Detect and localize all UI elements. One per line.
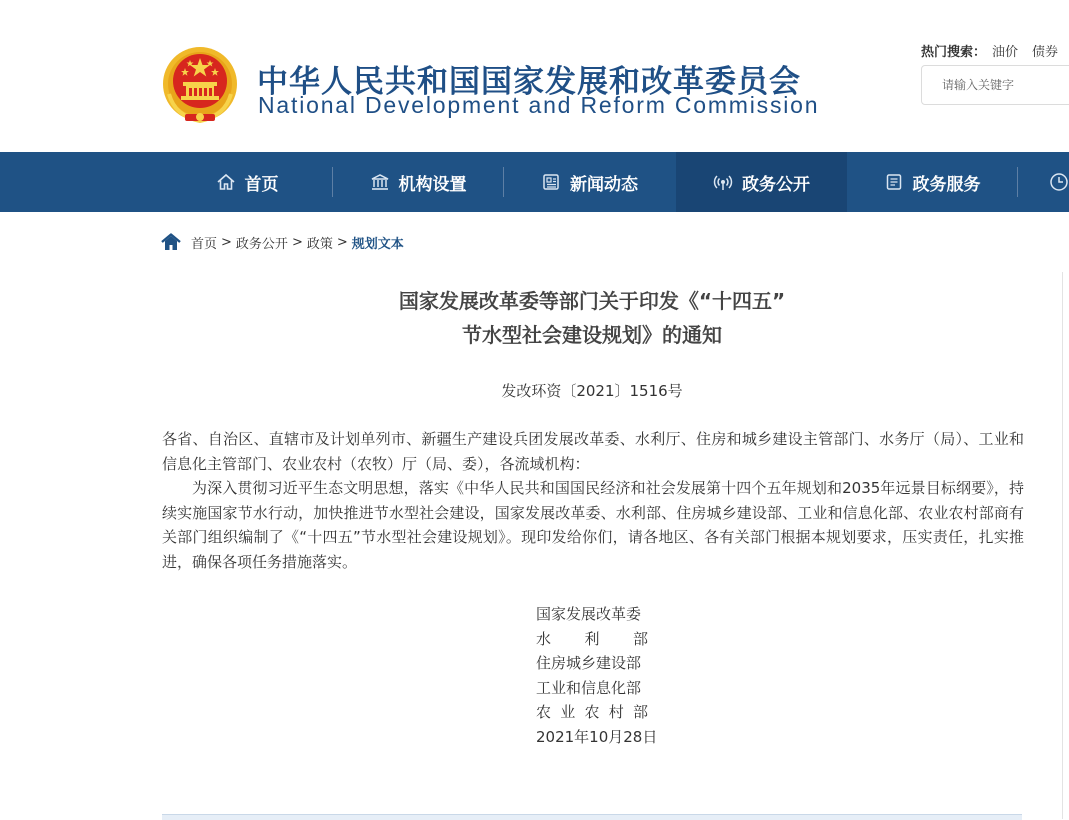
breadcrumb-link[interactable]: 政策	[306, 236, 333, 252]
nav-item-government-services[interactable]	[847, 152, 1017, 212]
hot-search	[921, 41, 1058, 60]
hot-keyword-link[interactable]: 油价	[992, 45, 1019, 60]
institution-icon	[370, 172, 390, 192]
nav-item-home[interactable]	[162, 152, 332, 212]
nav-item-government-affairs[interactable]	[676, 152, 847, 212]
signatories	[536, 602, 657, 749]
signing-date: 2021年10月28日	[536, 727, 658, 746]
broadcast-icon	[713, 172, 733, 192]
search-input[interactable]	[921, 65, 1069, 105]
nav-label: 首页	[244, 174, 279, 195]
article-body	[162, 427, 1024, 574]
home-icon	[216, 172, 236, 192]
breadcrumb-separator: >	[221, 234, 232, 250]
body-paragraph: 为深入贯彻习近平生态文明思想，落实《中华人民共和国国民经济和社会发展第十四个五年规划和2035年远景目标纲要》，持续实施国家节水行动，加快推进节水型社会建设，国家发展改革委、水利部、住房城乡建设部、工业和信息化部、农业农村部商有关部门组织编制了《“十四五”节水型社会建设规划》。现印发给你们，请各地区、各有关部门根据本规划要求，压实责任，扎实推进，确保各项任务措施落实。	[162, 479, 1024, 571]
signer: 工业和信息化部	[536, 678, 642, 697]
hot-search-label: 热门搜索：	[921, 45, 987, 60]
attachment-bar	[162, 814, 1022, 820]
breadcrumb-current[interactable]: 规划文本	[351, 236, 404, 252]
salutation: 各省、自治区、直辖市及计划单列市、新疆生产建设兵团发展改革委、水利厅、住房和城乡建设主管部门、水务厅（局）、工业和信息化主管部门、农业农村（农牧）厅（局、委），各流域机构：	[162, 430, 1024, 473]
clock-icon[interactable]	[1049, 172, 1069, 192]
home-icon[interactable]	[161, 233, 181, 251]
document-icon	[884, 172, 904, 192]
nav-label: 新闻动态	[570, 174, 638, 195]
site-title-chinese[interactable]: 中华人民共和国国家发展和改革委员会	[257, 64, 801, 100]
signer: 住房城乡建设部	[536, 654, 642, 672]
nav-item-news[interactable]	[504, 152, 675, 212]
signer: 农业农村部	[536, 703, 648, 721]
breadcrumb-separator: >	[291, 234, 303, 250]
news-icon	[541, 172, 561, 192]
signer: 水利部	[536, 629, 648, 648]
right-panel-border	[1062, 272, 1063, 819]
national-emblem-icon[interactable]	[161, 44, 239, 126]
breadcrumb	[161, 232, 404, 252]
breadcrumb-link[interactable]: 政务公开	[235, 236, 288, 252]
nav-label: 政务服务	[912, 174, 981, 195]
breadcrumb-link[interactable]: 首页	[191, 236, 218, 252]
document-number: 发改环资〔2021〕1516号	[501, 382, 683, 400]
nav-label: 政务公开	[742, 174, 810, 195]
article-title-line: 国家发展改革委等部门关于印发《“十四五”	[398, 289, 786, 313]
site-title-english[interactable]: National Development and Reform Commission	[258, 92, 820, 118]
article-title	[162, 284, 1022, 352]
nav-divider	[1017, 167, 1018, 197]
site-header	[0, 0, 1069, 152]
nav-label: 机构设置	[398, 174, 467, 195]
hot-keyword-link[interactable]: 债券	[1032, 45, 1059, 60]
nav-item-institution[interactable]	[333, 152, 503, 212]
signer: 国家发展改革委	[536, 605, 642, 623]
main-nav	[0, 152, 1069, 212]
article-title-line: 节水型社会建设规划》的通知	[462, 323, 722, 347]
breadcrumb-separator: >	[336, 234, 348, 250]
